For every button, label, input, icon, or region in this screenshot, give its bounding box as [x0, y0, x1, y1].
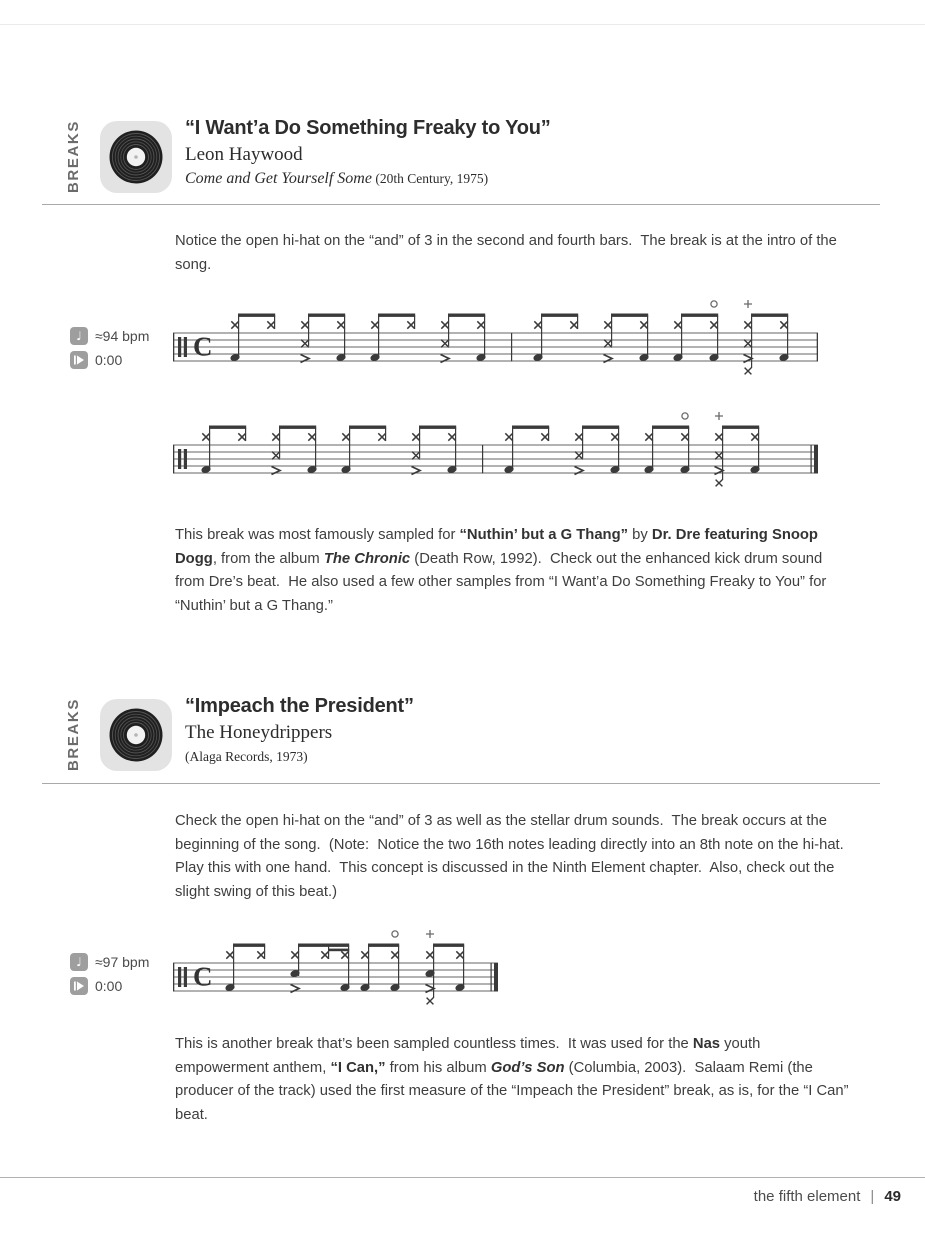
tempo-block — [70, 327, 149, 375]
drum-notation-line-3 — [173, 921, 499, 1021]
time-row — [70, 977, 149, 995]
play-icon — [70, 351, 88, 369]
footer-page-number: 49 — [884, 1188, 901, 1205]
sampled-info-paragraph: This is another break that’s been sampled countless times. It was used for the Nas youth empowerment anthem, “I Can,” from his album God’s Son (Columbia, 2003). Salaam Remi (the producer of the track) used the first measure of the “Impeach the President” break, as is, for the “I Can” beat. — [175, 1036, 853, 1123]
page-footer — [754, 1188, 901, 1205]
vinyl-record-icon — [100, 699, 172, 771]
intro-paragraph: Notice the open hi-hat on the “and” of 3 in the second and fourth bars. The break is at the intro of the song. — [175, 233, 842, 273]
album-line — [185, 170, 785, 188]
section-divider — [42, 204, 880, 205]
svg-text:C: C — [193, 331, 213, 362]
song-header-1 — [185, 117, 785, 188]
song-title: “Impeach the President” — [185, 695, 414, 717]
album-detail: (20th Century, 1975) — [371, 171, 489, 186]
breaks-vertical-label: BREAKS — [65, 120, 82, 193]
song-title: “I Want’a Do Something Freaky to You” — [185, 117, 551, 139]
song-artist: Leon Haywood — [185, 144, 303, 165]
song-header-2 — [185, 695, 785, 766]
album-title: Come and Get Yourself Some — [185, 170, 372, 187]
section-divider — [42, 783, 880, 784]
sampled-info-paragraph: This break was most famously sampled for “Nuthin’ but a G Thang” by Dr. Dre featuring Snoop Dogg, from the album The Chronic (Death Row, 1992). Check out the enhanced kick drum sound from Dre’s beat. He also used a few other samples from “I Want’a Do Something Freaky to You” for “Nuthin’ but a G Thang.” — [175, 527, 831, 614]
drum-notation-line-1 — [173, 291, 819, 391]
song-artist: The Honeydrippers — [185, 722, 333, 743]
breaks-vertical-label: BREAKS — [65, 698, 82, 771]
tempo-label: ≈97 bpm — [95, 954, 150, 970]
elapsed-time-label: 0:00 — [95, 352, 123, 368]
tempo-block — [70, 953, 149, 1001]
elapsed-time-label: 0:00 — [95, 978, 123, 994]
play-icon — [70, 977, 88, 995]
intro-paragraph: Check the open hi-hat on the “and” of 3 as well as the stellar drum sounds. The break occurs at the beginning of the song. (Note: Notice the two 16th notes leading directly into an 8th note on the hi-hat. Play this with one hand. This concept is discussed in the Ninth Element chapter. Also, check out the slight swing of this beat.) — [175, 813, 852, 900]
album-line — [185, 748, 785, 766]
svg-text:C: C — [193, 961, 213, 992]
quarter-note-icon: ♩ — [70, 953, 88, 971]
footer-chapter: the fifth element — [753, 1188, 861, 1205]
tempo-row — [70, 327, 149, 345]
drum-notation-line-2 — [173, 403, 819, 503]
top-rule — [0, 24, 925, 25]
tempo-row — [70, 953, 149, 971]
quarter-note-icon: ♩ — [70, 327, 88, 345]
tempo-label: ≈94 bpm — [95, 328, 150, 344]
vinyl-record-icon — [100, 121, 172, 193]
footer-rule — [0, 1177, 925, 1178]
time-row — [70, 351, 149, 369]
footer-separator: | — [870, 1188, 875, 1205]
album-detail: (Alaga Records, 1973) — [185, 749, 308, 764]
